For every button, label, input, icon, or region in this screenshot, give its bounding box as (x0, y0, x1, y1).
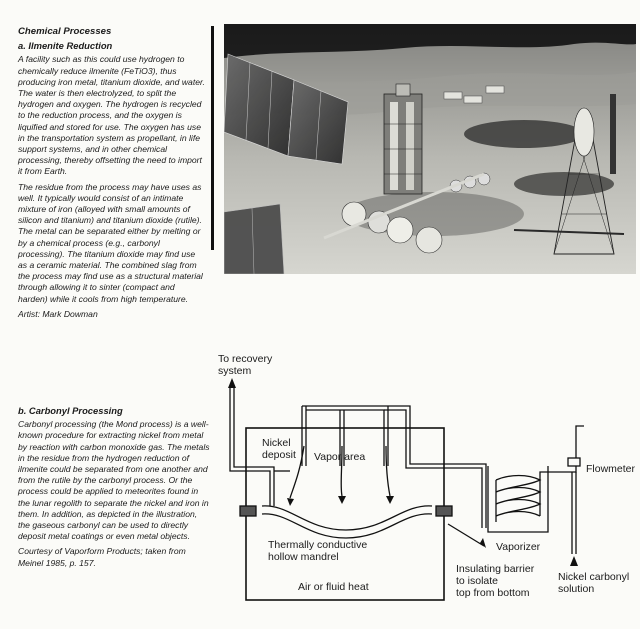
label-mandrel-line1: Thermally conductive (268, 539, 368, 551)
ilmenite-paragraph-1: A facility such as this could use hydrogen to chemically reduce ilmenite (FeTiO3), thus producing iron metal, titanium dioxide, and water. The water is then electrolyzed, to split the hydrogen and oxygen. The hydrogen is recycled to the reduction process, and the oxygen is liquified and stored for use. The oxygen has use in the transportation system as propellant, in life support systems, and in other chemical processing, thereby offsetting the need to import it from Earth. (18, 54, 205, 177)
ilmenite-paragraph-2: The residue from the process may have uses as well. It typically would consist of an intimate mixture of iron (alloyed with small amounts of silicon and titanium) and titanium dioxide (rutile). The metal can be separated either by melting or by a chemical process (e.g., carbonyl processing). The titanium dioxide may find use as a ceramic material. The combined slag from the process may find use as a structural material through allowing it to sinter (compact and harden) while it cools from high temperature. (18, 181, 203, 304)
ilmenite-heading: a. Ilmenite Reduction (18, 40, 113, 52)
label-vaporizer: Vaporizer (496, 541, 541, 553)
processing-tower (384, 84, 422, 194)
label-air-heat: Air or fluid heat (298, 581, 369, 593)
lunar-facility-illustration (224, 24, 636, 274)
label-nickel-deposit-line2: deposit (262, 449, 296, 461)
label-nickel-carbonyl-line2: solution (558, 583, 595, 595)
label-vapor-area: Vapor area (314, 451, 366, 463)
section-title: Chemical Processes (18, 26, 112, 37)
ilmenite-text-column (18, 26, 206, 320)
label-nickel-deposit-line1: Nickel (262, 437, 291, 449)
carbonyl-text-column (18, 405, 210, 573)
label-flowmeter: Flowmeter (586, 463, 636, 475)
carbonyl-process-diagram (210, 346, 640, 629)
label-barrier-line3: top from bottom (456, 587, 530, 599)
label-barrier-line1: Insulating barrier (456, 563, 535, 575)
courtesy-credit: Courtesy of Vaporform Products; taken from Meinel 1985, p. 157. (18, 546, 186, 568)
carbonyl-heading: b. Carbonyl Processing (18, 405, 123, 416)
artist-credit: Artist: Mark Dowman (18, 308, 98, 319)
label-to-recovery-line1: To recovery (218, 353, 273, 365)
label-mandrel-line2: hollow mandrel (268, 551, 339, 563)
label-barrier-line2: to isolate (456, 575, 499, 587)
carbonyl-paragraph: Carbonyl processing (the Mond process) is a well-known procedure for extracting nickel from metal by reaction with carbon monoxide gas. The metals in the residue from the hydrogen reduction of ilmenite could be separated from one another and from the rutile by the carbonyl process. Or the process could be applied to meteorites found in the lunar regolith to separate the nickel and iron in them. In addition, as depicted in the illustration, the gaseous carbonyl can be used to directly deposit metal coatings or even metal objects. (18, 419, 210, 542)
vertical-divider (211, 26, 214, 250)
label-to-recovery-line2: system (218, 365, 252, 377)
label-nickel-carbonyl-line1: Nickel carbonyl (558, 571, 630, 583)
